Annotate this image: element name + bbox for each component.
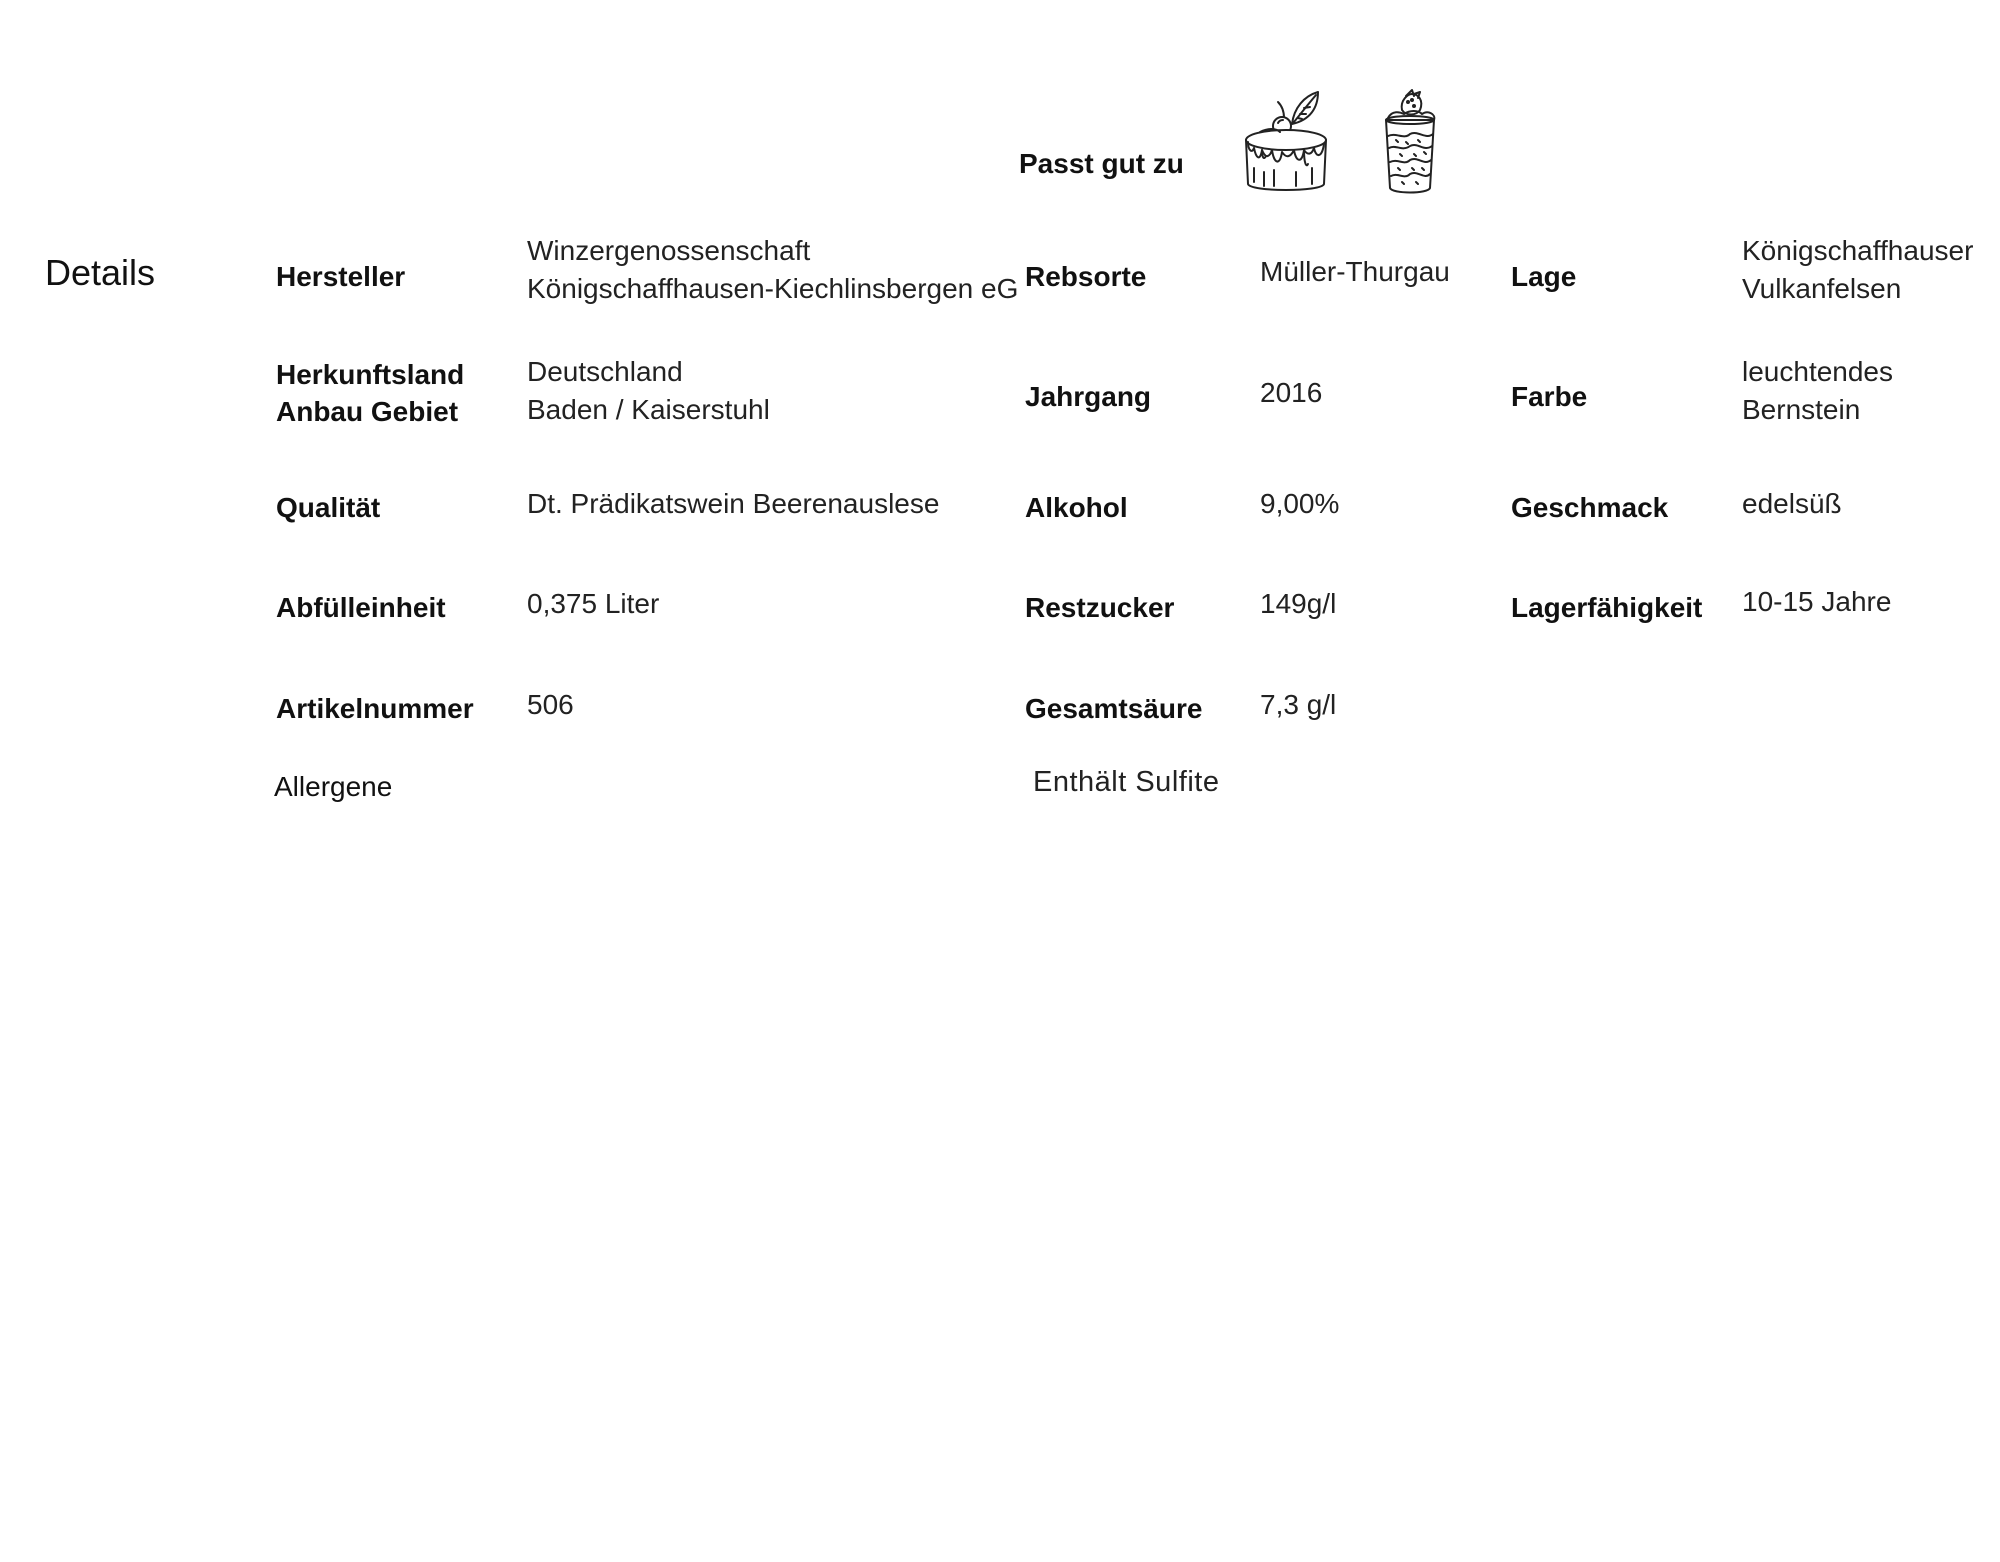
lagerfaehigkeit-label: Lagerfähigkeit [1511, 592, 1703, 623]
herkunft-value [527, 353, 770, 429]
allergene-value: Enthält Sulfite [1033, 766, 1220, 798]
rebsorte-label: Rebsorte [1025, 261, 1147, 292]
farbe-value-line-1: leuchtendes [1742, 356, 1894, 387]
allergene-label: Allergene [274, 771, 393, 802]
rebsorte-value: Müller-Thurgau [1260, 256, 1450, 287]
lage-label: Lage [1511, 261, 1577, 292]
anbau-gebiet-value: Baden / Kaiserstuhl [527, 394, 770, 425]
artikelnummer-value: 506 [527, 689, 574, 720]
strawberry-dessert-glass-icon [1378, 88, 1444, 198]
herkunftsland-value: Deutschland [527, 356, 683, 387]
cherry-cake-icon [1240, 88, 1336, 198]
jahrgang-value: 2016 [1260, 377, 1323, 408]
lage-value-line-2: Vulkanfelsen [1742, 273, 1902, 304]
hersteller-label: Hersteller [276, 261, 406, 292]
hersteller-value-line-2: Königschaffhausen-Kiechlinsbergen eG [527, 273, 1019, 304]
alkohol-value: 9,00% [1260, 488, 1340, 519]
anbau-gebiet-label: Anbau Gebiet [276, 396, 459, 427]
lagerfaehigkeit-value: 10-15 Jahre [1742, 586, 1892, 617]
section-title: Details [45, 252, 156, 293]
hersteller-value [527, 232, 1018, 308]
herkunft-label [276, 356, 464, 430]
geschmack-value: edelsüß [1742, 488, 1842, 519]
farbe-value [1742, 353, 1893, 429]
herkunftsland-label: Herkunftsland [276, 359, 465, 390]
hersteller-value-line-1: Winzergenossenschaft [527, 235, 811, 266]
qualitaet-value: Dt. Prädikatswein Beerenauslese [527, 488, 940, 519]
pairing-label: Passt gut zu [1019, 148, 1184, 179]
alkohol-label: Alkohol [1025, 492, 1128, 523]
lage-value-line-1: Königschaffhauser [1742, 235, 1974, 266]
lage-value [1742, 232, 1973, 308]
abfuelleinheit-value: 0,375 Liter [527, 588, 660, 619]
qualitaet-label: Qualität [276, 492, 381, 523]
abfuelleinheit-label: Abfülleinheit [276, 592, 446, 623]
artikelnummer-label: Artikelnummer [276, 693, 474, 724]
gesamtsaeure-label: Gesamtsäure [1025, 693, 1203, 724]
restzucker-value: 149g/l [1260, 588, 1337, 619]
farbe-value-line-2: Bernstein [1742, 394, 1861, 425]
farbe-label: Farbe [1511, 381, 1588, 412]
gesamtsaeure-value: 7,3 g/l [1260, 689, 1337, 720]
jahrgang-label: Jahrgang [1025, 381, 1152, 412]
geschmack-label: Geschmack [1511, 492, 1669, 523]
restzucker-label: Restzucker [1025, 592, 1175, 623]
